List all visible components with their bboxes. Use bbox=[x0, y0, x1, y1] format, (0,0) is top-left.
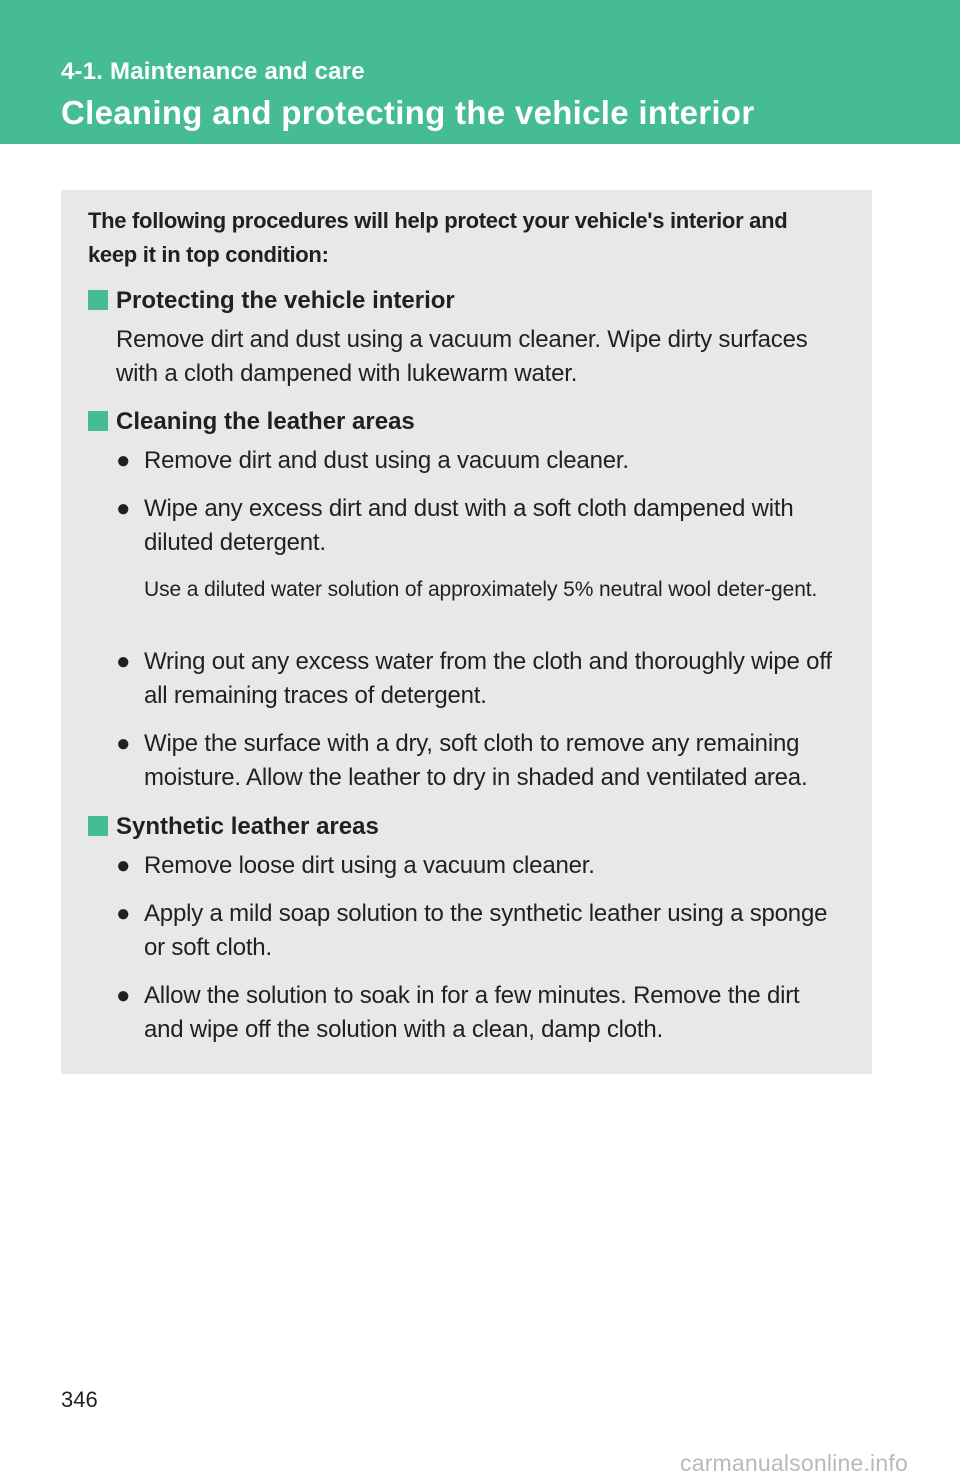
section-heading-label: Synthetic leather areas bbox=[116, 813, 379, 840]
list-item-text: Wring out any excess water from the cloth and thoroughly wipe off all remaining traces of detergent. bbox=[144, 648, 832, 709]
list-item-text: Remove dirt and dust using a vacuum cleaner. bbox=[144, 447, 629, 474]
note-text: Use a diluted water solution of approximately 5% neutral wool deter-gent. bbox=[144, 578, 818, 601]
list-item-text: Apply a mild soap solution to the synthetic leather using a sponge or soft cloth. bbox=[144, 900, 828, 961]
round-bullet-icon: ● bbox=[116, 447, 131, 474]
section-paragraph: Remove dirt and dust using a vacuum cleaner. Wipe dirty surfaces with a cloth dampened with lukewarm water. bbox=[116, 326, 808, 387]
section-heading-synthetic bbox=[88, 811, 379, 843]
list-item-text: Allow the solution to soak in for a few minutes. Remove the dirt and wipe off the solution with a clean, damp cloth. bbox=[144, 982, 800, 1043]
round-bullet-icon: ● bbox=[116, 495, 131, 522]
round-bullet-icon: ● bbox=[116, 900, 131, 927]
round-bullet-icon: ● bbox=[116, 730, 131, 757]
watermark: carmanualsonline.info bbox=[680, 1450, 908, 1476]
list-item bbox=[116, 444, 838, 478]
section-heading-label: Protecting the vehicle interior bbox=[116, 287, 455, 314]
list-item bbox=[116, 897, 838, 965]
list-item bbox=[116, 979, 838, 1047]
section-heading-label: Cleaning the leather areas bbox=[116, 408, 415, 435]
round-bullet-icon: ● bbox=[116, 852, 131, 879]
square-bullet-icon bbox=[88, 411, 108, 431]
list-item bbox=[116, 645, 838, 713]
list-item-text: Remove loose dirt using a vacuum cleaner. bbox=[144, 852, 595, 879]
section-heading-protecting bbox=[88, 285, 455, 317]
round-bullet-icon: ● bbox=[116, 982, 131, 1009]
section-label: 4-1. Maintenance and care bbox=[61, 58, 365, 85]
square-bullet-icon bbox=[88, 290, 108, 310]
list-item bbox=[116, 849, 838, 883]
list-item bbox=[116, 727, 838, 795]
page-title: Cleaning and protecting the vehicle interior bbox=[61, 94, 755, 131]
list-item bbox=[116, 492, 838, 560]
list-item-text: Wipe the surface with a dry, soft cloth to remove any remaining moisture. Allow the leather to dry in shaded and ventilated area. bbox=[144, 730, 808, 791]
section-heading-leather bbox=[88, 406, 415, 438]
round-bullet-icon: ● bbox=[116, 648, 131, 675]
list-item-text: Wipe any excess dirt and dust with a soft cloth dampened with diluted detergent. bbox=[144, 495, 794, 556]
page-header-bar bbox=[0, 0, 960, 144]
intro-text: The following procedures will help protect your vehicle's interior and keep it in top condition: bbox=[88, 208, 788, 267]
square-bullet-icon bbox=[88, 816, 108, 836]
page-number: 346 bbox=[61, 1387, 98, 1412]
